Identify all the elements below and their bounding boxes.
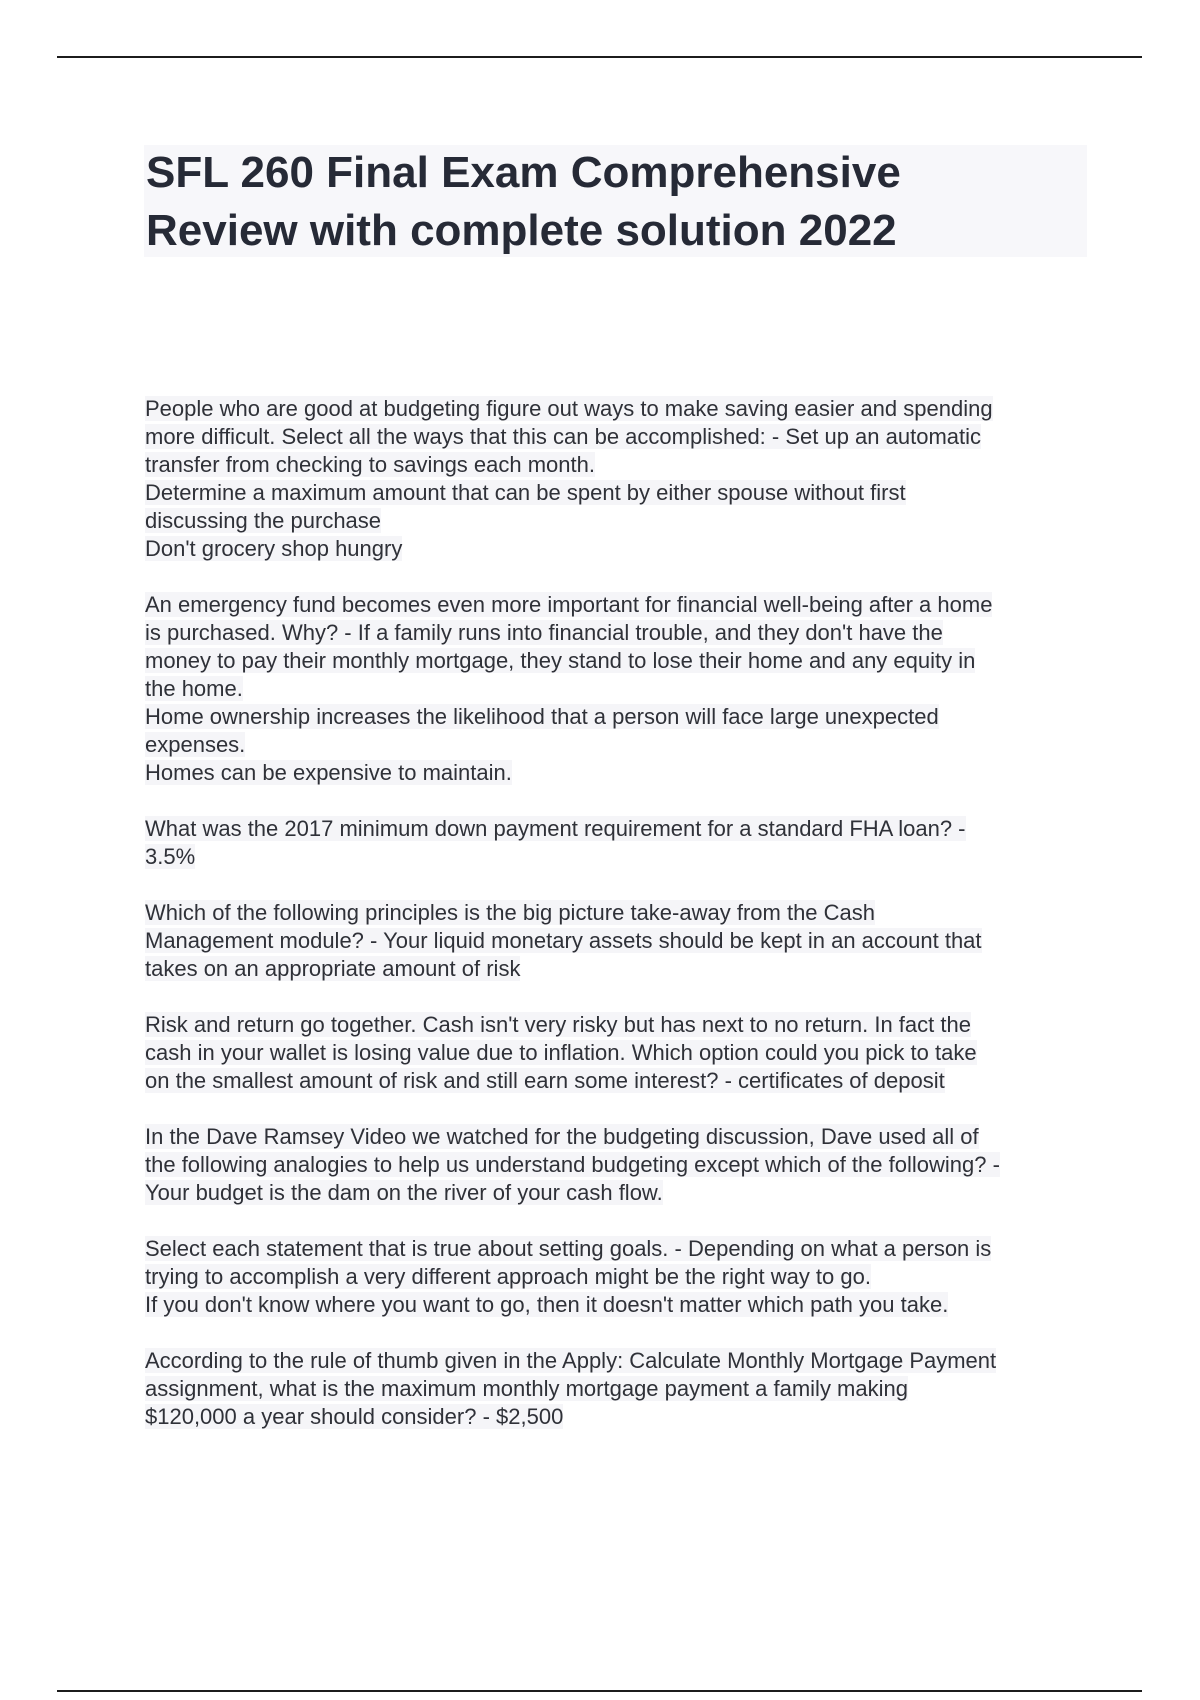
bottom-rule [57, 1690, 1142, 1692]
qa-text: People who are good at budgeting figure out ways to make saving easier and spending [145, 396, 993, 421]
qa-text: discussing the purchase [145, 508, 382, 533]
qa-text-line [145, 1123, 1105, 1151]
top-rule [57, 56, 1142, 58]
qa-text: Don't grocery shop hungry [145, 536, 403, 561]
qa-text: If you don't know where you want to go, then it doesn't matter which path you take. [145, 1292, 949, 1317]
qa-text-line [145, 1347, 1105, 1375]
qa-text: trying to accomplish a very different approach might be the right way to go. [145, 1264, 871, 1289]
qa-text-line [145, 955, 1105, 983]
qa-text-line [145, 675, 1105, 703]
qa-text-line [145, 1039, 1105, 1067]
qa-text-line [145, 843, 1105, 871]
qa-item [145, 1347, 1105, 1431]
qa-text-line [145, 395, 1105, 423]
qa-item [145, 815, 1105, 871]
qa-text: 3.5% [145, 844, 196, 869]
qa-text: on the smallest amount of risk and still earn some interest? - certificates of deposit [145, 1068, 945, 1093]
qa-text-line [145, 451, 1105, 479]
qa-text: cash in your wallet is losing value due to inflation. Which option could you pick to take [145, 1040, 977, 1065]
qa-text-line [145, 647, 1105, 675]
qa-text-line [145, 1151, 1105, 1179]
qa-text-line [145, 815, 1105, 843]
qa-text: Determine a maximum amount that can be spent by either spouse without first [145, 480, 906, 505]
qa-text-line [145, 1403, 1105, 1431]
qa-text: Homes can be expensive to maintain. [145, 760, 512, 785]
qa-text: assignment, what is the maximum monthly mortgage payment a family making [145, 1376, 908, 1401]
qa-item [145, 1235, 1105, 1319]
qa-text-line [145, 507, 1105, 535]
qa-text-line [145, 1067, 1105, 1095]
qa-text-line [145, 423, 1105, 451]
qa-text-line [145, 535, 1105, 563]
qa-text: Which of the following principles is the big picture take-away from the Cash [145, 900, 876, 925]
qa-text-line [145, 1291, 1105, 1319]
qa-text: Management module? - Your liquid monetary assets should be kept in an account that [145, 928, 982, 953]
qa-text-line [145, 1011, 1105, 1039]
title-line: Review with complete solution 2022 [146, 206, 897, 255]
qa-text: the following analogies to help us understand budgeting except which of the following? - [145, 1152, 1000, 1177]
qa-text: money to pay their monthly mortgage, they stand to lose their home and any equity in [145, 648, 976, 673]
qa-item [145, 1123, 1105, 1207]
qa-item [145, 899, 1105, 983]
qa-text-line [145, 927, 1105, 955]
qa-text-line [145, 591, 1105, 619]
qa-text: transfer from checking to savings each month. [145, 452, 595, 477]
qa-text-line [145, 1375, 1105, 1403]
qa-text-line [145, 1179, 1105, 1207]
document-title [144, 145, 1087, 257]
qa-text-line [145, 619, 1105, 647]
qa-text: Your budget is the dam on the river of your cash flow. [145, 1180, 663, 1205]
qa-text: more difficult. Select all the ways that this can be accomplished: - Set up an automatic [145, 424, 982, 449]
qa-text-line [145, 703, 1105, 731]
qa-text: In the Dave Ramsey Video we watched for the budgeting discussion, Dave used all of [145, 1124, 979, 1149]
qa-text: is purchased. Why? - If a family runs into financial trouble, and they don't have the [145, 620, 943, 645]
qa-item [145, 395, 1105, 563]
qa-text: According to the rule of thumb given in the Apply: Calculate Monthly Mortgage Payment [145, 1348, 997, 1373]
qa-text: Home ownership increases the likelihood that a person will face large unexpected [145, 704, 939, 729]
qa-text-line [145, 899, 1105, 927]
qa-text-line [145, 1235, 1105, 1263]
qa-text: takes on an appropriate amount of risk [145, 956, 521, 981]
qa-text-line [145, 479, 1105, 507]
qa-text-line [145, 759, 1105, 787]
qa-text: What was the 2017 minimum down payment requirement for a standard FHA loan? - [145, 816, 966, 841]
qa-text: expenses. [145, 732, 246, 757]
qa-text: the home. [145, 676, 243, 701]
qa-item [145, 591, 1105, 787]
qa-text: An emergency fund becomes even more important for financial well-being after a home [145, 592, 993, 617]
qa-item [145, 1011, 1105, 1095]
qa-text: Select each statement that is true about setting goals. - Depending on what a person is [145, 1236, 992, 1261]
title-line: SFL 260 Final Exam Comprehensive [146, 148, 901, 197]
qa-text: Risk and return go together. Cash isn't very risky but has next to no return. In fact the [145, 1012, 971, 1037]
qa-text-line [145, 731, 1105, 759]
qa-list [145, 395, 1105, 1459]
qa-text: $120,000 a year should consider? - $2,500 [145, 1404, 564, 1429]
qa-text-line [145, 1263, 1105, 1291]
